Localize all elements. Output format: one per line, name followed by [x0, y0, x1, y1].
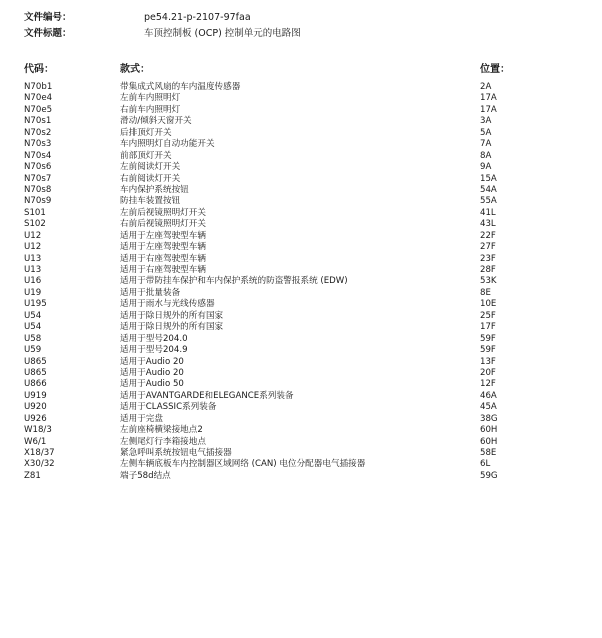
- doc-title-value: 车顶控制板 (OCP) 控制单元的电路图: [144, 28, 301, 39]
- table-row: [0, 288, 602, 299]
- table-row: [0, 391, 602, 402]
- component-code: U58: [24, 333, 42, 344]
- table-row: [0, 414, 602, 425]
- component-code: U195: [24, 299, 47, 310]
- table-row: [0, 219, 602, 230]
- component-description: 适用于左座驾驶型车辆: [120, 230, 206, 241]
- component-description: 适用于完盘: [120, 413, 163, 424]
- component-description: 防挂车装置按钮: [120, 196, 181, 207]
- component-position: 5A: [480, 127, 492, 138]
- component-description: 适用于左座驾驶型车辆: [120, 242, 206, 253]
- doc-number-value: pe54.21-p-2107-97faa: [144, 12, 251, 23]
- component-description: 端子58d结点: [120, 470, 171, 481]
- table-row: [0, 105, 602, 116]
- table-row: [0, 334, 602, 345]
- component-description: 适用于型号204.9: [120, 345, 188, 356]
- table-row: [0, 368, 602, 379]
- component-code: U13: [24, 265, 42, 275]
- table-row: [0, 254, 602, 265]
- component-code: S101: [24, 207, 46, 218]
- component-position: 46A: [480, 390, 497, 401]
- doc-title-label: 文件标题：: [24, 28, 72, 39]
- component-code: U926: [24, 413, 47, 424]
- component-position: 17A: [480, 104, 497, 115]
- component-position: 9A: [480, 162, 492, 173]
- component-code: U59: [24, 345, 42, 356]
- component-code: U12: [24, 242, 42, 253]
- component-code: N70s2: [24, 127, 52, 138]
- component-position: 28F: [480, 265, 496, 275]
- table-row: [0, 231, 602, 242]
- table-row: [0, 174, 602, 185]
- component-description: 左侧车辆底板车内控制器区域网络 (CAN) 电位分配器电气插接器: [120, 459, 366, 470]
- component-description: 适用于AVANTGARDE和ELEGANCE系列装备: [120, 390, 294, 401]
- table-row: [0, 196, 602, 207]
- component-description: 适用于型号204.0: [120, 333, 188, 344]
- component-code: X30/32: [24, 459, 55, 470]
- table-row: [0, 437, 602, 448]
- table-row: [0, 139, 602, 150]
- component-position: 3A: [480, 116, 492, 127]
- component-code: N70s7: [24, 173, 52, 184]
- table-row: [0, 151, 602, 162]
- component-description: 车内照明灯自动功能开关: [120, 139, 215, 150]
- component-code: U19: [24, 287, 42, 298]
- component-description: 适用于Audio 20: [120, 367, 184, 378]
- component-code: Z81: [24, 470, 41, 481]
- component-description: 适用于雨水与光线传感器: [120, 299, 215, 310]
- component-position: 23F: [480, 253, 496, 264]
- component-position: 17F: [480, 322, 496, 333]
- component-description: 前部顶灯开关: [120, 150, 172, 161]
- component-position: 22F: [480, 230, 496, 241]
- component-description: 带集成式风扇的车内温度传感器: [120, 82, 241, 92]
- component-description: 车内保护系统按钮: [120, 184, 189, 195]
- component-code: U54: [24, 310, 42, 321]
- table-row: [0, 82, 602, 93]
- component-code: N70s9: [24, 196, 52, 207]
- component-description: 左侧尾灯行李箱接地点: [120, 436, 206, 447]
- component-code: N70e4: [24, 93, 53, 104]
- table-row: [0, 242, 602, 253]
- component-code: X18/37: [24, 448, 55, 458]
- table-row: [0, 448, 602, 459]
- component-code: N70s1: [24, 116, 52, 127]
- component-position: 10E: [480, 299, 497, 310]
- component-description: 左前阅读灯开关: [120, 162, 181, 173]
- component-description: 后排顶灯开关: [120, 127, 172, 138]
- component-position: 20F: [480, 367, 496, 378]
- table-row: [0, 402, 602, 413]
- component-position: 38G: [480, 413, 498, 424]
- component-code: W18/3: [24, 425, 52, 436]
- component-description: 适用于右座驾驶型车辆: [120, 253, 206, 264]
- component-position: 6L: [480, 459, 491, 470]
- component-code: N70e5: [24, 104, 53, 115]
- component-description: 适用于除日规外的所有国家: [120, 310, 224, 321]
- component-description: 右前阅读灯开关: [120, 173, 181, 184]
- table-row: [0, 459, 602, 470]
- table-row: [0, 116, 602, 127]
- component-description: 适用于右座驾驶型车辆: [120, 265, 206, 275]
- doc-number-row: [24, 12, 251, 24]
- legend-table: [0, 82, 602, 482]
- component-position: 59F: [480, 333, 496, 344]
- component-description: 右前后视镜照明灯开关: [120, 219, 206, 230]
- table-row: [0, 379, 602, 390]
- component-code: N70b1: [24, 82, 53, 92]
- component-position: 41L: [480, 207, 496, 218]
- table-row: [0, 208, 602, 219]
- table-row: [0, 345, 602, 356]
- table-row: [0, 299, 602, 310]
- component-code: U866: [24, 379, 47, 390]
- component-description: 适用于CLASSIC系列装备: [120, 402, 217, 413]
- component-code: U54: [24, 322, 42, 333]
- table-row: [0, 128, 602, 139]
- component-code: N70s6: [24, 162, 52, 173]
- table-row: [0, 93, 602, 104]
- component-description: 适用于Audio 20: [120, 356, 184, 367]
- component-position: 60H: [480, 425, 498, 436]
- component-position: 25F: [480, 310, 496, 321]
- component-position: 7A: [480, 139, 492, 150]
- table-row: [0, 276, 602, 287]
- component-description: 适用于带防挂车保护和车内保护系统的防盗警报系统 (EDW): [120, 276, 348, 287]
- component-code: U13: [24, 253, 42, 264]
- component-position: 58E: [480, 448, 497, 458]
- column-header-pos: 位置：: [480, 64, 510, 75]
- component-code: U865: [24, 356, 47, 367]
- table-row: [0, 185, 602, 196]
- component-position: 53K: [480, 276, 497, 287]
- component-position: 8E: [480, 287, 491, 298]
- component-description: 适用于Audio 50: [120, 379, 184, 390]
- component-code: S102: [24, 219, 46, 230]
- table-row: [0, 162, 602, 173]
- component-code: W6/1: [24, 436, 47, 447]
- component-position: 59F: [480, 345, 496, 356]
- column-header-desc: 款式：: [120, 64, 150, 75]
- component-description: 适用于除日规外的所有国家: [120, 322, 224, 333]
- component-position: 13F: [480, 356, 496, 367]
- component-code: U12: [24, 230, 42, 241]
- component-code: N70s8: [24, 184, 52, 195]
- table-row: [0, 265, 602, 276]
- component-description: 左前车内照明灯: [120, 93, 181, 104]
- component-code: N70s3: [24, 139, 52, 150]
- table-row: [0, 357, 602, 368]
- component-code: U16: [24, 276, 42, 287]
- component-description: 适用于批量装备: [120, 287, 181, 298]
- component-code: U865: [24, 367, 47, 378]
- component-position: 43L: [480, 219, 496, 230]
- component-position: 8A: [480, 150, 492, 161]
- component-position: 15A: [480, 173, 497, 184]
- component-code: N70s4: [24, 150, 52, 161]
- component-position: 60H: [480, 436, 498, 447]
- component-description: 左前后视镜照明灯开关: [120, 207, 206, 218]
- component-position: 27F: [480, 242, 496, 253]
- component-code: U919: [24, 390, 47, 401]
- component-position: 55A: [480, 196, 497, 207]
- component-code: U920: [24, 402, 47, 413]
- component-position: 59G: [480, 470, 498, 481]
- component-position: 2A: [480, 82, 492, 92]
- doc-number-label: 文件编号：: [24, 12, 72, 23]
- component-description: 滑动/倾斜天窗开关: [120, 116, 192, 127]
- column-header-code: 代码：: [24, 64, 54, 75]
- doc-title-row: [24, 28, 301, 40]
- table-row: [0, 311, 602, 322]
- component-position: 17A: [480, 93, 497, 104]
- component-position: 45A: [480, 402, 497, 413]
- component-description: 右前车内照明灯: [120, 104, 181, 115]
- table-row: [0, 322, 602, 333]
- component-description: 左前座椅横梁接地点2: [120, 425, 203, 436]
- table-row: [0, 425, 602, 436]
- component-description: 紧急呼叫系统按钮电气插接器: [120, 448, 232, 458]
- component-position: 12F: [480, 379, 496, 390]
- table-row: [0, 471, 602, 482]
- component-position: 54A: [480, 184, 497, 195]
